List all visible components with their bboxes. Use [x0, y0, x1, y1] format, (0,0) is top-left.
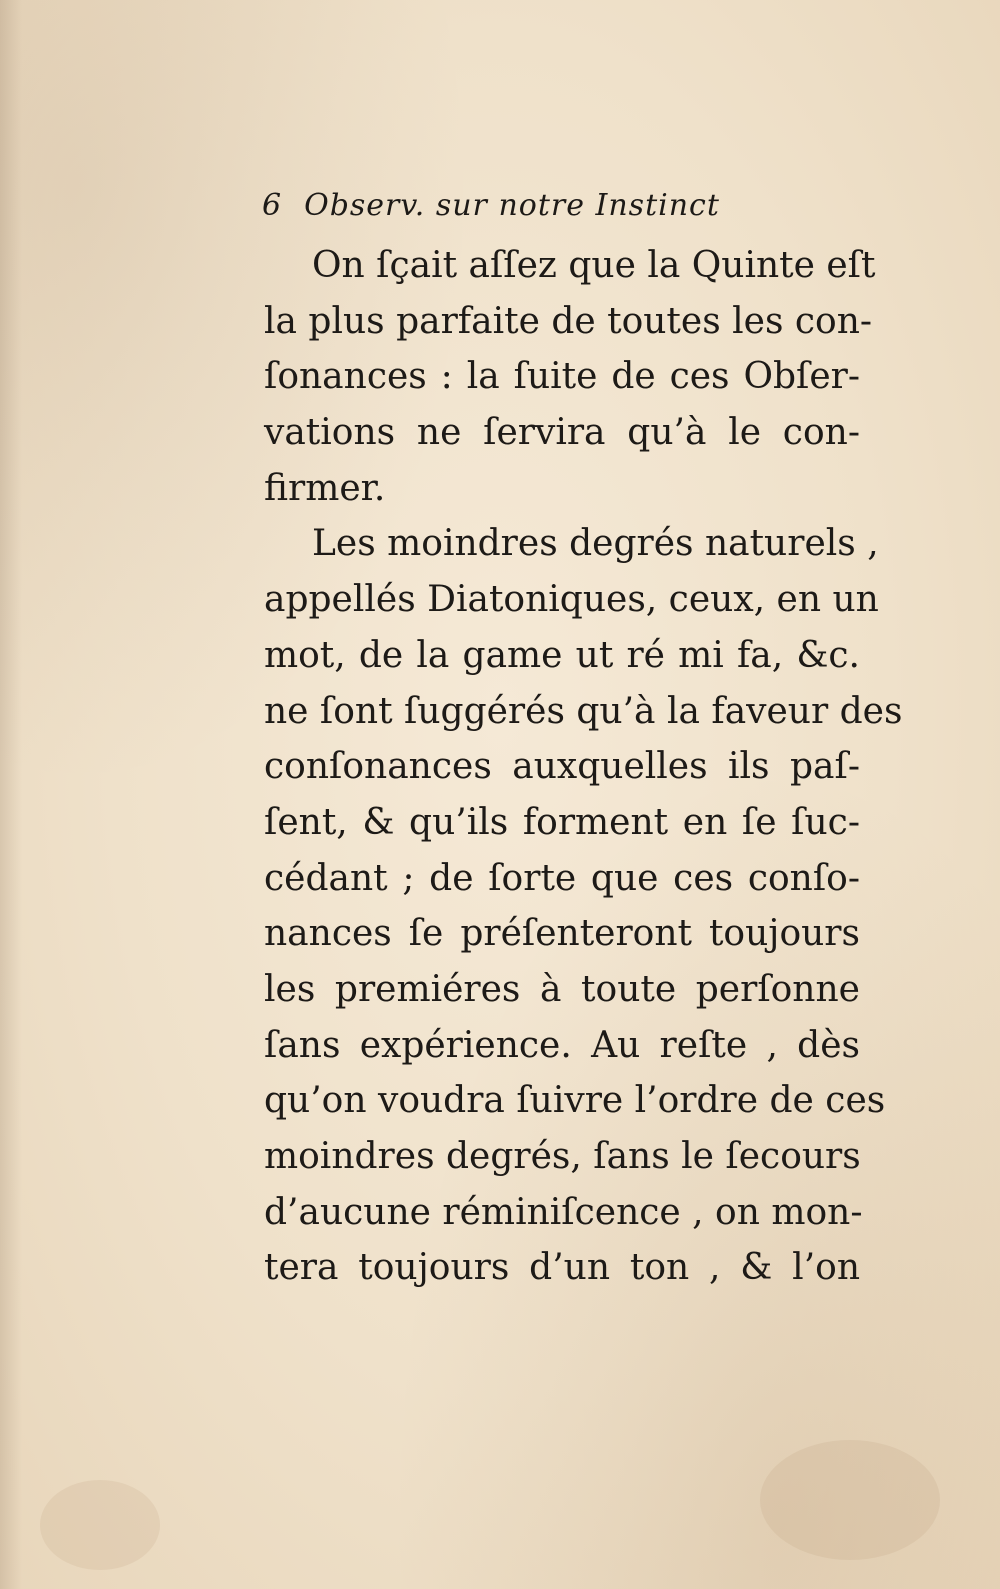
paper-stain — [760, 1440, 940, 1560]
text-line: appellés Diatoniques, ceux, en un — [264, 579, 879, 621]
text-line: vations ne ſervira qu’à le con- — [264, 412, 860, 454]
text-line: d’aucune réminiſcence , on mon- — [264, 1191, 863, 1233]
running-head — [262, 188, 822, 232]
text-line: On ſçait aſſez que la Quinte eſt — [312, 245, 876, 286]
text-line: ne ſont ſuggérés qu’à la faveur des — [264, 690, 903, 732]
text-line: ſans expérience. Au reſte , dès — [264, 1024, 860, 1066]
text-line: conſonances auxquelles ils paſ- — [264, 746, 860, 788]
page-number: 6 — [262, 188, 283, 223]
text-line: tera toujours d’un ton , & l’on — [264, 1247, 860, 1289]
text-line: les premiéres à toute perſonne — [264, 968, 860, 1010]
text-line: qu’on voudra ſuivre l’ordre de ces — [264, 1080, 886, 1122]
text-line: moindres degrés, ſans le ſecours — [264, 1136, 861, 1177]
text-line: firmer. — [264, 467, 386, 509]
text-line: cédant ; de ſorte que ces conſo- — [264, 857, 860, 899]
text-line: mot, de la game ut ré mi fa, &c. — [264, 634, 860, 676]
text-line: nances ſe préſenteront toujours — [264, 913, 860, 955]
paper-stain — [40, 1480, 160, 1570]
text-line: ſent, & qu’ils forment en ſe ſuc- — [264, 801, 860, 843]
text-line: Les moindres degrés naturels , — [312, 523, 879, 565]
body-text — [264, 238, 903, 1296]
text-line: ſonances : la ſuite de ces Obſer- — [264, 356, 860, 398]
text-line: la plus parfaite de toutes les con- — [264, 300, 873, 342]
running-title: Observ. sur notre Instinct — [304, 188, 720, 223]
